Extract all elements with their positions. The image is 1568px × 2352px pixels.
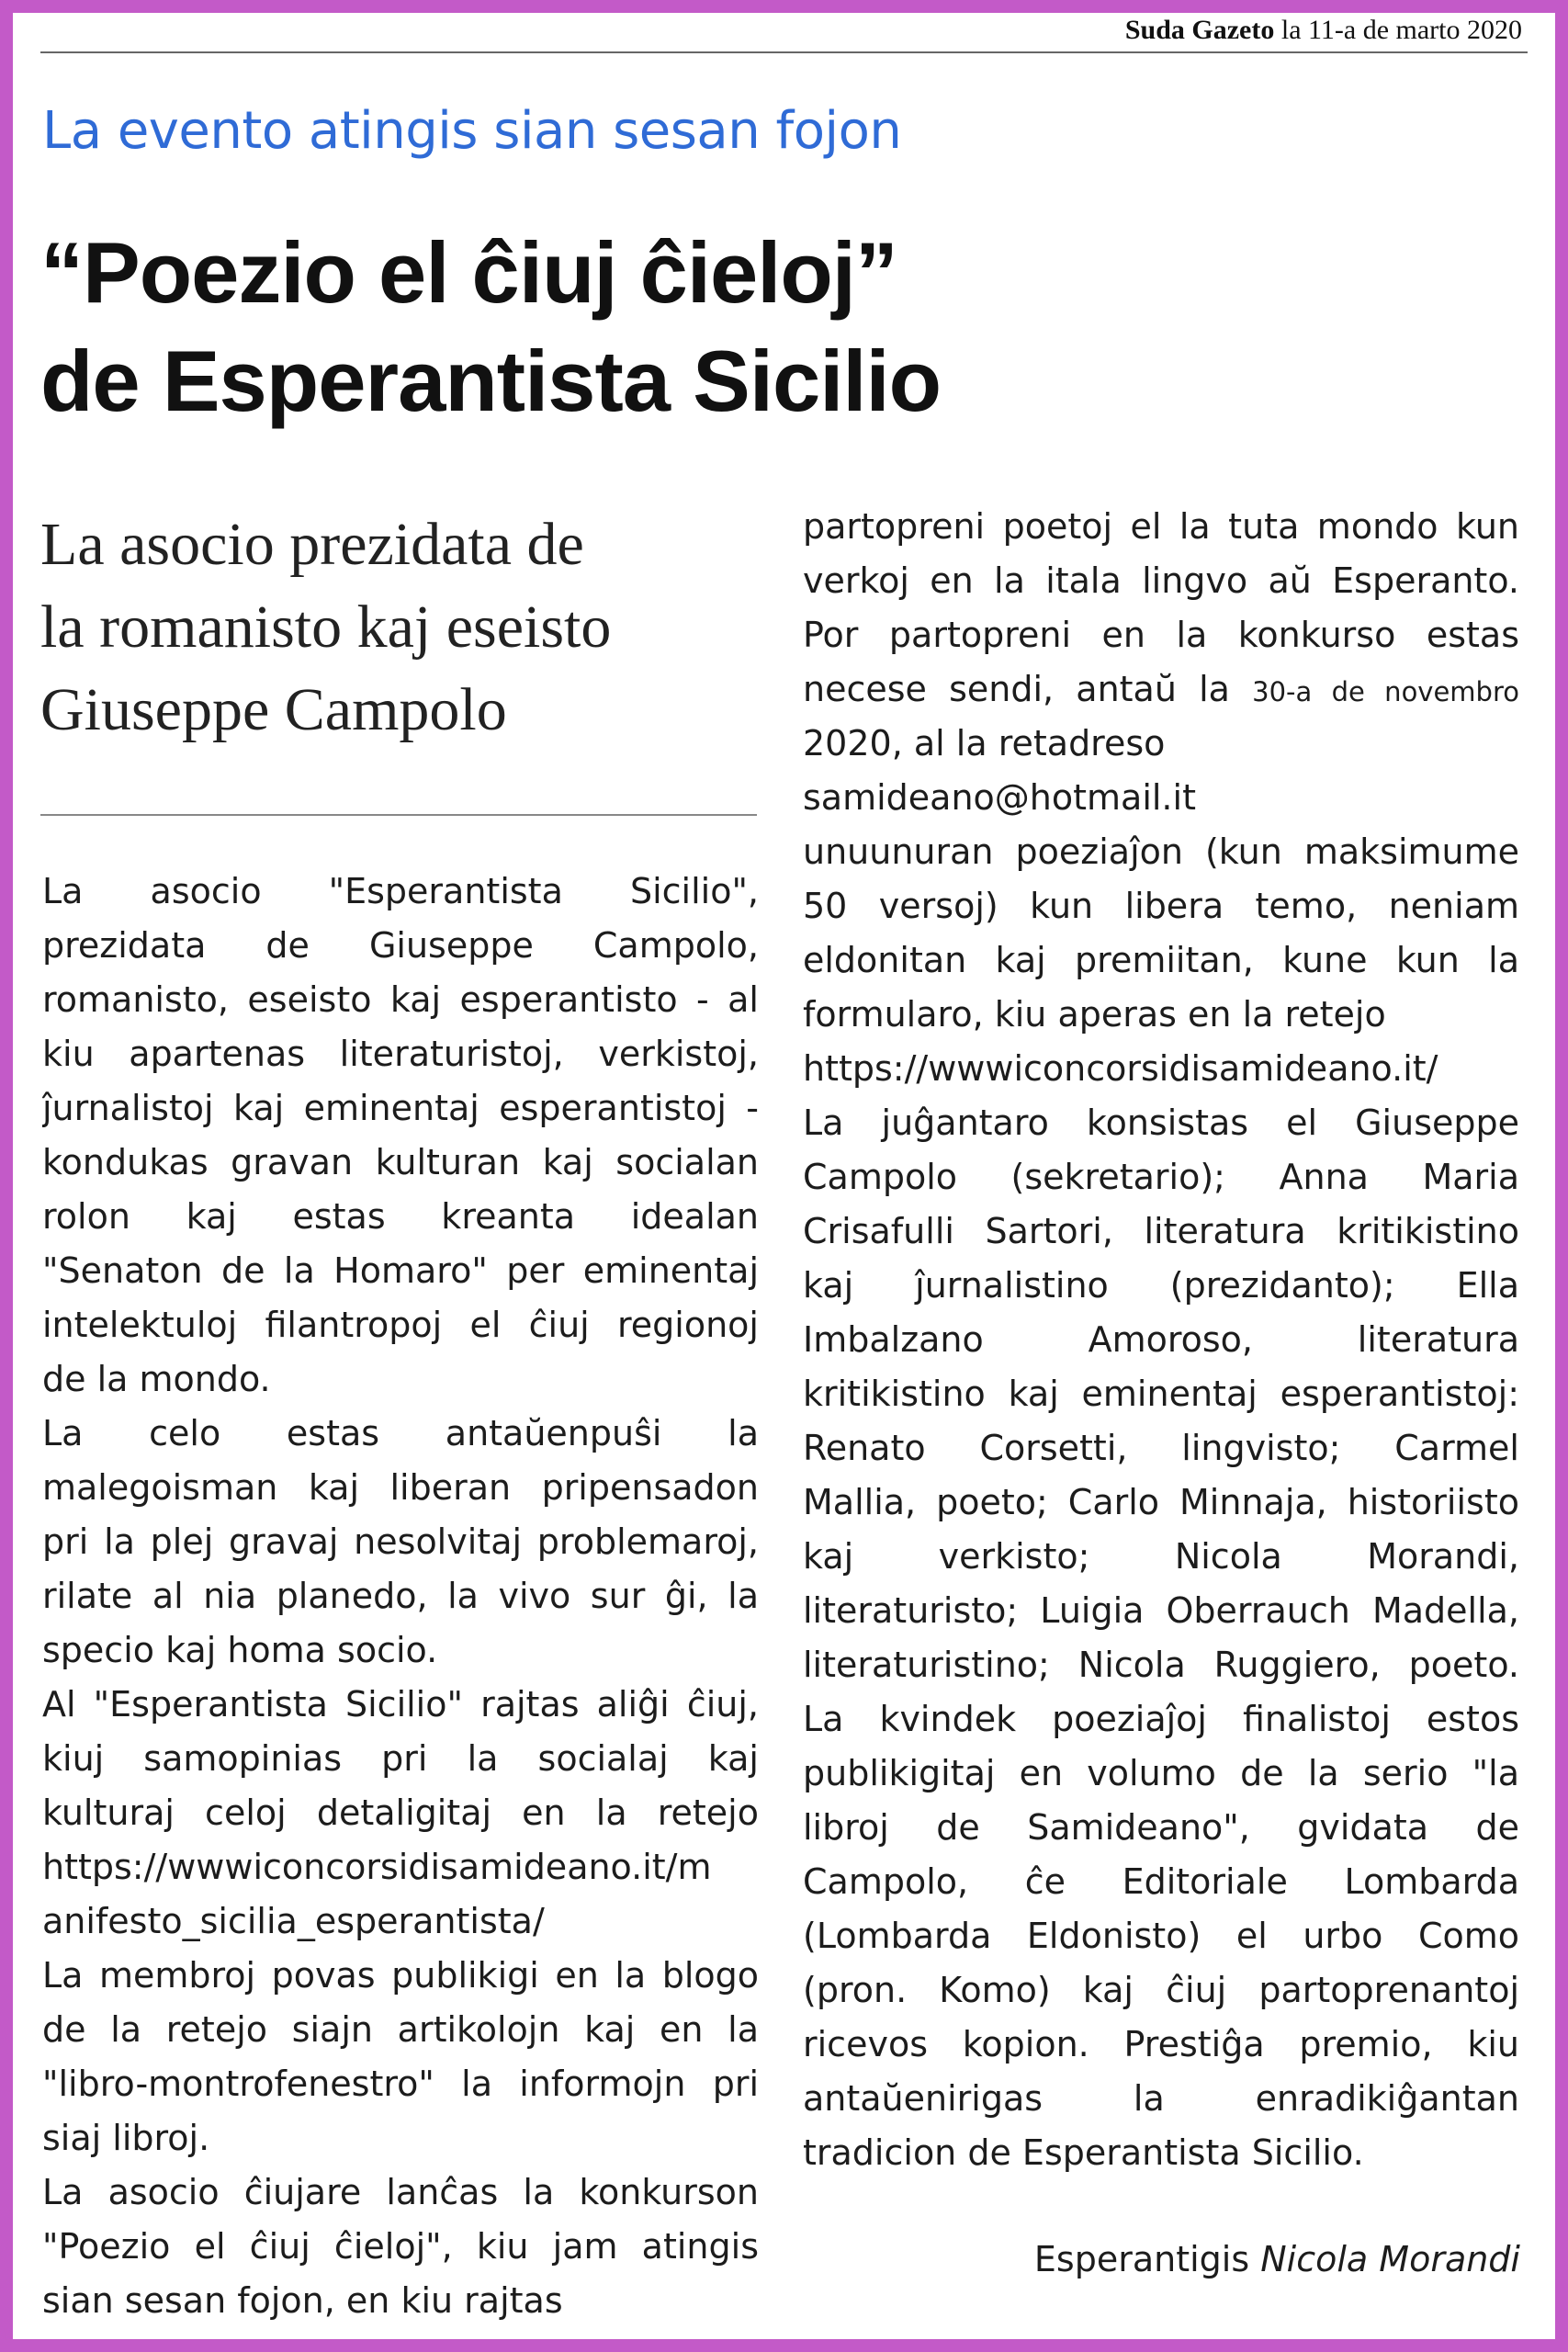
body-line: prezidata de Giuseppe Campolo, <box>42 925 759 966</box>
body-line: anifesto_sicilia_esperantista/ <box>42 1901 545 1941</box>
body-line: literaturisto; Luigia Oberrauch Madella, <box>803 1590 1519 1631</box>
body-line: Campolo, ĉe Editoriale Lombarda <box>803 1861 1519 1902</box>
headline-line: de Esperantista Sicilio <box>40 333 942 429</box>
right-column <box>803 500 1519 2180</box>
body-line: Crisafulli Sartori, literatura kritikistino <box>803 1211 1519 1251</box>
body-line: de la retejo siajn artikolojn kaj en la <box>42 2009 759 2050</box>
deadline-date: 30-a de novembro <box>1252 676 1519 707</box>
body-line: Imbalzano Amoroso, literatura <box>803 1319 1519 1360</box>
date-line-prefix: necese sendi, antaŭ la <box>803 669 1230 709</box>
subhead <box>40 503 775 752</box>
body-line: Mallia, poeto; Carlo Minnaja, historiisto <box>803 1482 1519 1522</box>
body-line: pri la plej gravaj nesolvitaj problemaroj, <box>42 1521 759 1562</box>
body-line: (Lombarda Eldonisto) el urbo Como <box>803 1916 1519 1956</box>
body-line: La membroj povas publikigi en la blogo <box>42 1955 759 1996</box>
body-line <box>803 662 1519 717</box>
body-line: rolon kaj estas kreanta idealan <box>42 1196 759 1237</box>
body-line: La celo estas antaŭenpuŝi la <box>42 1413 759 1453</box>
body-line: malegoisman kaj liberan pripensadon <box>42 1467 759 1508</box>
body-line: antaŭenirigas la enradikiĝantan <box>803 2078 1519 2119</box>
body-line: https://wwwiconcorsidisamideano.it/ <box>803 1048 1438 1089</box>
body-line: samideano@hotmail.it <box>803 777 1196 818</box>
issue-date: la 11-a de marto 2020 <box>1280 15 1522 45</box>
masthead-dateline <box>1125 15 1522 46</box>
body-line: La juĝantaro konsistas el Giuseppe <box>803 1102 1519 1143</box>
body-line: "libro-montrofenestro" la informojn pri <box>42 2064 759 2104</box>
body-line: La asocio ĉiujare lanĉas la konkurson <box>42 2172 759 2212</box>
body-line: Renato Corsetti, lingvisto; Carmel <box>803 1428 1519 1468</box>
body-line: partopreni poetoj el la tuta mondo kun <box>803 506 1519 547</box>
subhead-divider <box>40 814 757 816</box>
body-line: verkoj en la itala lingvo aŭ Esperanto. <box>803 560 1519 601</box>
body-line: kiuj samopinias pri la socialaj kaj <box>42 1738 759 1779</box>
body-line: kritikistino kaj eminentaj esperantistoj: <box>803 1374 1519 1414</box>
body-line: libroj de Samideano", gvidata de <box>803 1807 1519 1848</box>
body-line: eldonitan kaj premiitan, kune kun la <box>803 940 1519 980</box>
subhead-line: Giuseppe Campolo <box>40 676 507 743</box>
body-line: La asocio "Esperantista Sicilio", <box>42 871 759 911</box>
body-line: kaj verkisto; Nicola Morandi, <box>803 1536 1519 1577</box>
paper-name: Suda Gazeto <box>1124 15 1275 45</box>
body-line: "Senaton de la Homaro" per eminentaj <box>42 1250 759 1291</box>
body-line: ĵurnalistoj kaj eminentaj esperantistoj - <box>42 1088 759 1128</box>
body-line: 50 versoj) kun libera temo, neniam <box>803 886 1519 926</box>
byline-author: Nicola Morandi <box>1260 2239 1520 2279</box>
body-line: https://wwwiconcorsidisamideano.it/m <box>42 1847 712 1887</box>
byline <box>1034 2239 1520 2279</box>
headline <box>40 219 1418 435</box>
body-line: romanisto, eseisto kaj esperantisto - al <box>42 979 759 1020</box>
byline-prefix: Esperantigis <box>1033 2239 1250 2279</box>
headline-line: “Poezio el ĉiuj ĉieloj” <box>40 224 897 321</box>
body-line: (pron. Komo) kaj ĉiuj partoprenantoj <box>803 1970 1519 2010</box>
body-line: formularo, kiu aperas en la retejo <box>803 994 1386 1035</box>
body-line: kaj ĵurnalistino (prezidanto); Ella <box>803 1265 1519 1306</box>
body-line: kulturaj celoj detaligitaj en la retejo <box>42 1792 759 1833</box>
body-line: kiu apartenas literaturistoj, verkistoj, <box>42 1034 759 1074</box>
body-line: publikigitaj en volumo de la serio "la <box>803 1753 1519 1793</box>
body-line: sian sesan fojon, en kiu rajtas <box>42 2280 563 2321</box>
subhead-line: La asocio prezidata de <box>40 511 584 578</box>
body-line: unuunuran poeziaĵon (kun maksimume <box>803 831 1519 872</box>
body-line: specio kaj homa socio. <box>42 1630 438 1670</box>
subhead-line: la romanisto kaj eseisto <box>40 594 612 661</box>
body-line: de la mondo. <box>42 1359 271 1399</box>
body-line: Campolo (sekretario); Anna Maria <box>803 1157 1519 1197</box>
body-line: Al "Esperantista Sicilio" rajtas aliĝi ĉiuj, <box>42 1684 759 1724</box>
body-line: intelektuloj filantropoj el ĉiuj regionoj <box>42 1305 759 1345</box>
body-line: "Poezio el ĉiuj ĉieloj", kiu jam atingis <box>42 2226 759 2267</box>
body-line: tradicion de Esperantista Sicilio. <box>803 2132 1364 2173</box>
body-line: literaturistino; Nicola Ruggiero, poeto. <box>803 1645 1519 1685</box>
body-line: 2020, al la retadreso <box>803 723 1166 763</box>
body-line: ricevos kopion. Prestiĝa premio, kiu <box>803 2024 1519 2064</box>
kicker: La evento atingis sian sesan fojon <box>42 101 902 161</box>
body-line: siaj libroj. <box>42 2118 210 2158</box>
body-line: Por partopreni en la konkurso estas <box>803 615 1519 655</box>
body-line: La kvindek poeziaĵoj finalistoj estos <box>803 1699 1519 1739</box>
body-line: kondukas gravan kulturan kaj socialan <box>42 1142 759 1182</box>
top-divider <box>40 51 1528 53</box>
left-column <box>42 865 759 2328</box>
body-line: rilate al nia planedo, la vivo sur ĝi, la <box>42 1576 759 1616</box>
